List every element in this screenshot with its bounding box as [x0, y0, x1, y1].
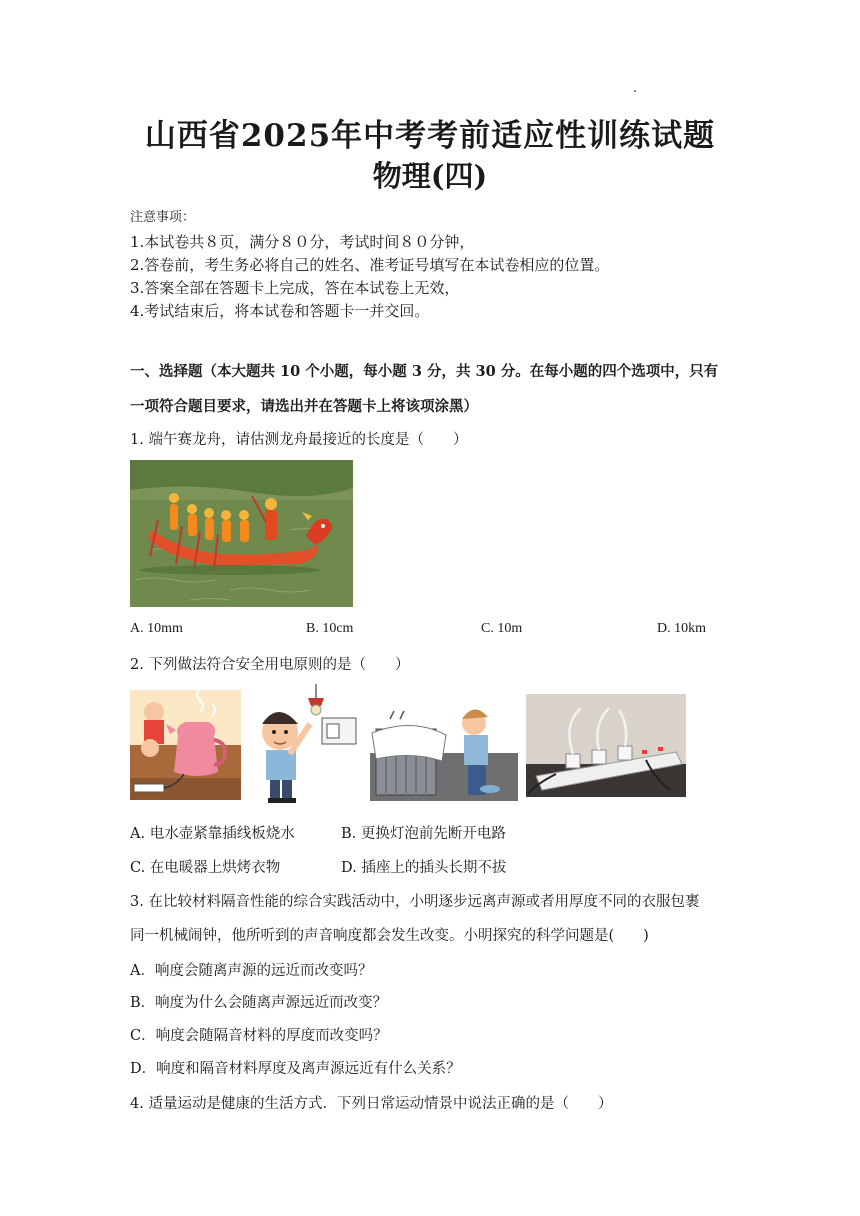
q1-option-b: B. 10cm	[306, 621, 354, 636]
note-item: 3.答案全部在答题卡上完成，答在本试卷上无效，	[130, 279, 460, 297]
power-strip-photo	[526, 694, 686, 797]
exam-subject: 物理(四)	[372, 159, 488, 193]
exam-title: 山西省2025年中考考前适应性训练试题	[144, 118, 716, 154]
scan-dot	[634, 90, 636, 92]
q3-option-c: C．响度会随隔音材料的厚度而改变吗？	[130, 1028, 388, 1044]
q2-option-a: A. 电水壶紧靠插线板烧水	[130, 826, 295, 842]
section-heading-line2: 一项符合题目要求，请选出并在答题卡上将该项涂黑）	[130, 398, 478, 415]
q1-option-c: C. 10m	[481, 621, 523, 636]
heater-drying-illustration	[370, 693, 518, 801]
q3-option-d: D．响度和隔音材料厚度及离声源远近有什么关系？	[130, 1061, 461, 1077]
q2-option-b: B. 更换灯泡前先断开电路	[341, 826, 506, 842]
question-3-stem-line1: 3. 在比较材料隔音性能的综合实践活动中，小明逐步远离声源或者用厚度不同的衣服包裹	[130, 894, 700, 910]
notes-heading: 注意事项：	[130, 210, 196, 225]
q3-option-a: A．响度会随离声源的远近而改变吗？	[130, 963, 373, 979]
note-item: 2.答卷前，考生务必将自己的姓名、准考证号填写在本试卷相应的位置。	[130, 256, 610, 274]
q1-option-a: A. 10mm	[130, 621, 183, 636]
question-1-stem: 1. 端午赛龙舟，请估测龙舟最接近的长度是（ ）	[130, 432, 468, 448]
q3-option-b: B．响度为什么会随离声源远近而改变？	[130, 995, 388, 1011]
q2-option-c: C. 在电暖器上烘烤衣物	[130, 860, 281, 876]
bulb-change-illustration	[250, 684, 362, 808]
dragon-boat-photo	[130, 460, 353, 607]
question-3-stem-line2: 同一机械闹钟，他所听到的声音响度都会发生改变。小明探究的科学问题是( )	[130, 928, 649, 944]
q2-option-d: D. 插座上的插头长期不拔	[341, 860, 507, 876]
question-2-stem: 2. 下列做法符合安全用电原则的是（ ）	[130, 657, 410, 673]
q1-option-d: D. 10km	[657, 621, 706, 636]
kettle-illustration	[130, 690, 241, 800]
note-item: 4.考试结束后，将本试卷和答题卡一并交回。	[130, 302, 430, 320]
note-item: 1.本试卷共８页，满分８０分，考试时间８０分钟，	[130, 233, 475, 251]
question-4-stem: 4. 适量运动是健康的生活方式．下列日常运动情景中说法正确的是（ ）	[130, 1096, 613, 1112]
section-heading-line1: 一、选择题（本大题共 10 个小题，每小题 3 分，共 30 分。在每小题的四个选项中，只有	[130, 363, 719, 380]
